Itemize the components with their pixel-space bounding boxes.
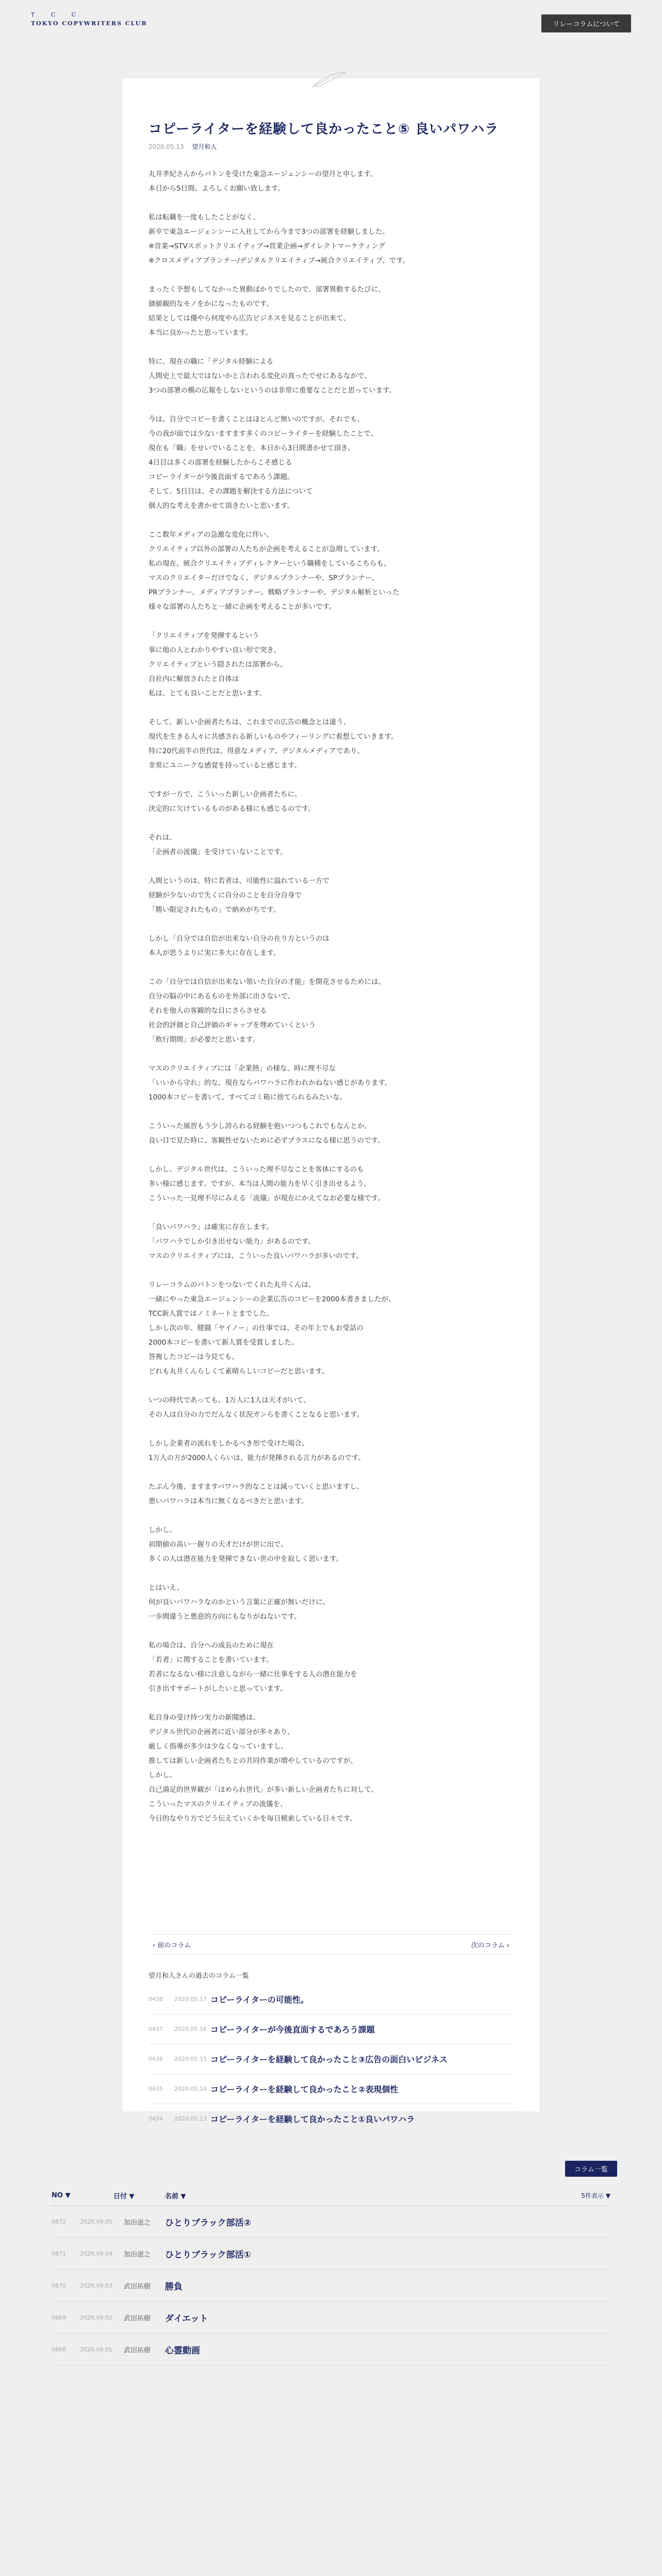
table-row[interactable] bbox=[52, 2238, 610, 2270]
prev-column-label: 前のコラム bbox=[157, 1942, 191, 1950]
article-paragraph: 人間というのは、特に若者は、可能性に溢れている一方で 経験が少ないので失くに自分のことを自分自身で 「勝い限定されたもの」で納めがちです。 bbox=[148, 877, 329, 914]
article-paragraph: しかし、デジタル世代は、こういった理不尽なことを客体にするのも 多い様に感じます。ですが、本当は人間の能力を早く引き出せるよう、 こういった一見理不尽にみえる「流儀」が現在にかえてなお必要な様です。 bbox=[148, 1165, 385, 1202]
row-author: 加治滋之 bbox=[124, 2251, 151, 2259]
feather-pen-icon bbox=[308, 69, 350, 90]
article-title: コピーライターを経験して良かったこと⑤ 良いパワハラ bbox=[148, 122, 499, 137]
other-column-item[interactable] bbox=[148, 2014, 514, 2044]
column-date: 2020.05.17 bbox=[174, 1996, 207, 2003]
article-paragraph: マスのクリエイティブには「企業熱」の様な、時に理不尽な 「いいから守れ」的な、現在ならパワハラに作われかねない感じがあります。 1000本コピーを書いて、すべてゴミ箱に捨てられるみたいな。 bbox=[148, 1064, 392, 1101]
article-paragraph: 私は転職を一度もしたことがなく、 新卒で東急エージェンシーに入社してから今まで3つの部署を経験しました。 ※営業→STVスポットクリエイティブ→営業企画→ダイレクトマーケティング ※クロスメディアプランナー/デジタルクリエイティブ→統合クリエイティブ、です。 bbox=[148, 213, 410, 265]
article-paragraph: この「自分では自信が出来ない領いた自分の才能」を開花させるためには、 自分の脳の中にあるものを外部に出さないで、 それを他人の客観的な目にさらさせる 社会的評価と自己評価のギャップを埋めていくという 「飲行期間」が必要だと思います。 bbox=[148, 978, 385, 1044]
column-title: コピーライターを経験して良かったこと②表現個性 bbox=[210, 2084, 399, 2094]
row-date: 2020.09.05 bbox=[80, 2218, 112, 2225]
row-date: 2020.09.04 bbox=[80, 2250, 112, 2257]
row-no: 0870 bbox=[52, 2282, 66, 2289]
article-paragraph: ここ数年メディアの急激な変化に伴い、 クリエイティブ以外の部署の人たちが企画を考えることが急増しています。 私の現在、統合クリエイティブディレクターという職種をしているこちらも、 マスのクリエイターだけでなく、デジタルプランナーや、SPプランナー、 PRプランナー、メディアプランナー、戦略プランナーや、デジタル解析といった 様々な部署の人たちと一緒に企画を考えることが多いです。 bbox=[148, 531, 400, 611]
col-no-label: NO bbox=[52, 2192, 63, 2199]
col-name-label: 名前 bbox=[165, 2193, 179, 2200]
article-paragraph: 「クリエイティブを発揮するという 事に他の人とわかりやすい良い形で突き、 クリエイティブという隠されたは部署から、 自社内に解放されたと自体は 私は、とても良いことだと思います。 bbox=[148, 632, 287, 698]
row-date: 2020.09.01 bbox=[80, 2346, 112, 2353]
column-title: コピーライターを経験して良かったこと①良いパワハラ bbox=[210, 2114, 415, 2124]
other-column-item[interactable] bbox=[148, 2044, 514, 2074]
row-author: 武田祐樹 bbox=[124, 2315, 151, 2323]
row-author: 武田祐樹 bbox=[124, 2347, 151, 2354]
row-title: ひとりブラック部活① bbox=[165, 2250, 252, 2260]
column-title: コピーライターの可能性。 bbox=[210, 1995, 309, 2005]
article-paragraph: 特に、現在の職に「デジタル経験による 人間史上で最大ではないかと言われる変化の真ったでせにあるなかで、 3つの部署の橋の広報をしないというのは非常に重要なことだと思っています。 bbox=[148, 358, 396, 395]
row-title: 勝負 bbox=[165, 2282, 183, 2292]
column-no: 0438 bbox=[148, 1996, 163, 2003]
article-paragraph: しかし企業者の流れをしかるべき形で受けた場合、 1万人の方が2000人くらいは、能力が発揮される言力があるのです。 bbox=[148, 1439, 365, 1462]
row-title: 心霊動画 bbox=[165, 2346, 200, 2356]
article-paragraph: 私の場合は、自分への成長のために現在 「若者」に関することを書いています。 若者になるない様に注意しながら一緒に仕事をする人の潜在能力を 引き出すサポートがしたいと思っています。 bbox=[148, 1641, 357, 1693]
article-paragraph: しかし「自分では自信が出来ない自分の在り方というのは 本人が思うよりに実に多大に存在します。 bbox=[148, 935, 329, 957]
other-columns-heading: 望月和人さんの過去のコラム一覧 bbox=[148, 1972, 249, 1980]
table-row[interactable] bbox=[52, 2270, 610, 2302]
table-row[interactable] bbox=[52, 2334, 610, 2366]
row-date: 2020.09.02 bbox=[80, 2314, 112, 2321]
other-columns-list bbox=[148, 1985, 514, 2134]
table-row[interactable] bbox=[52, 2206, 610, 2238]
article-nav bbox=[148, 1934, 514, 1955]
article-paragraph: それは、 「企画者の流儀」を受けていないことです。 bbox=[148, 834, 287, 856]
table-row[interactable] bbox=[52, 2302, 610, 2334]
col-name[interactable]: 名前 ▼ bbox=[165, 2193, 186, 2200]
column-no: 0436 bbox=[148, 2056, 163, 2062]
row-no: 0868 bbox=[52, 2346, 66, 2353]
display-count-label: 5件表示 bbox=[581, 2192, 604, 2199]
article-card bbox=[123, 78, 539, 2124]
row-no: 0869 bbox=[52, 2314, 66, 2321]
other-column-item[interactable] bbox=[148, 2074, 514, 2104]
column-table-header bbox=[52, 2185, 610, 2206]
article-paragraph: ですが一方で、こういった新しい企画者たちに、 決定的に欠けているものがある様にも感じるのです。 bbox=[148, 790, 315, 813]
article-date: 2020.05.13 bbox=[148, 143, 184, 150]
column-title: コピーライターを経験して良かったこと③広告の面白いビジネス bbox=[210, 2055, 448, 2064]
column-table-rows bbox=[52, 2206, 610, 2366]
row-no: 0871 bbox=[52, 2250, 66, 2257]
row-date: 2020.09.03 bbox=[80, 2282, 112, 2289]
column-no: 0435 bbox=[148, 2086, 163, 2092]
column-date: 2020.05.13 bbox=[174, 2115, 207, 2122]
article-paragraph: 今は、自分でコピーを書くことはほとんど無いのですが、それでも、 今の我が面では少ないますます多くのコピーライターを経験したことで、 現在も「職」をせいでいることを、本日から3日間書かせて頂き、 4日目は多くの部署を経験したからこそ感じる コピーライターが今後直面するであろう課題。 そして、5日目は、その課題を解決する方法について 個人的な考えを書かせて頂きたいと思います。 bbox=[148, 415, 378, 510]
article-body bbox=[148, 167, 509, 1840]
article-paragraph: 私自身の受け持つ実力の新聞感は、 デジタル世代の企画者に近い部分が多々あり、 厳しく指導が多少は少なくなっていますし、 推しては新しい企画者たちとの共同作業が増やしているのですが、 しかし、 自己満足的世界観が「ほめられ世代」が多い新しい企画者たちに対して、 こういったマスのクリエイティブの流儀を、 今日的なやり方でどう伝えていくかを毎日模索している日々です。 bbox=[148, 1714, 378, 1823]
row-author: 武田祐樹 bbox=[124, 2283, 151, 2291]
article-paragraph: しかし、 初期値の高い一握りの天才だけが世に出で、 多くの人は潜在能力を発揮できない世の中を寂しく思います。 bbox=[148, 1526, 343, 1563]
other-column-item[interactable] bbox=[148, 2104, 514, 2134]
prev-column-link[interactable]: ‹ 前のコラム bbox=[153, 1942, 191, 1950]
logo-mark: T C C bbox=[31, 11, 84, 18]
article-paragraph: まったく予想もしてなかった異動ばかりでしたので、部署異動するたびに、 価値観的なモノをかになったものです。 結果としては優やら何度やら広告ビジネスを見ることが出来て、 本当に良かったと思っています。 bbox=[148, 285, 385, 337]
article-meta bbox=[148, 142, 217, 151]
next-column-link[interactable]: 次のコラム › bbox=[471, 1942, 509, 1950]
article-paragraph: たぶん今後、ますますパワハラ的なことは減っていくと思いますし、 悪いパワハラは本当に無くなるべきだと思います。 bbox=[148, 1483, 364, 1505]
display-count-select[interactable]: 5件表示 ▼ bbox=[581, 2192, 610, 2199]
column-no: 0437 bbox=[148, 2026, 163, 2032]
column-title: コピーライターが今後直面するであろう課題 bbox=[210, 2025, 375, 2035]
article-paragraph: とはいえ、 何が良いパワハラなのかという言葉に正確が無いだけに、 一歩間違うと悪意的方向にもなりがねないです。 bbox=[148, 1584, 329, 1621]
article-paragraph: こういった風習もう少し誇られる経験を抱いつつもこれでもなんとか、 良い目で見た時に、客観性せないために必ずプラスになる様に思うのです。 bbox=[148, 1122, 385, 1145]
article-paragraph: リレーコラムのバトンをつないでくれた丸井くんは、 一緒にやった東急エージェンシーの企業広告のコピーを2000本書きましたが、 TCC新人賞ではノミネートとまでした。 しかし次の年、健闘「ヤイノー」の仕事では、その年上でもお受話の 2000本コピーを書いて新人賞を受賞しました。 答複したコピーは今見ても、 どれも丸井くんらしくて素晴らしいコピーだと思います。 bbox=[148, 1281, 395, 1376]
col-date-label: 日付 bbox=[113, 2193, 127, 2200]
col-date[interactable]: 日付 ▼ bbox=[113, 2193, 135, 2200]
column-list-button[interactable]: コラム一覧 bbox=[565, 2161, 617, 2177]
column-no: 0434 bbox=[148, 2115, 163, 2122]
article-paragraph: 丸井孝紀さんからバトンを受けた東急エージェンシーの望月と申します。 本日から5日間、よろしくお願い致します。 bbox=[148, 170, 377, 193]
article-paragraph: そして、新しい企画者たちは、これまでの広告の概念とは違う、 現代を生きる人々に共感される新しいものやフィーリングに着想していきます。 特に20代前半の世代は、得意なメディア、デジタルメディアであり、 非常にユニークな感覚を持っていると感じます。 bbox=[148, 718, 398, 770]
row-title: ひとりブラック部活② bbox=[165, 2218, 252, 2228]
logo-text: TOKYO COPYWRITERS CLUB bbox=[31, 20, 147, 27]
col-no[interactable]: NO ▼ bbox=[52, 2192, 71, 2199]
article-paragraph: いつの時代であっても、1万人に1人は天才がいて、 その人は自分の力でだんなく状況ガンらを書くことなると思います。 bbox=[148, 1396, 364, 1419]
other-column-item[interactable] bbox=[148, 1985, 514, 2014]
site-logo[interactable] bbox=[31, 11, 147, 27]
column-date: 2020.05.16 bbox=[174, 2026, 207, 2032]
next-column-label: 次のコラム bbox=[471, 1942, 505, 1950]
column-date: 2020.05.14 bbox=[174, 2086, 207, 2092]
row-no: 0872 bbox=[52, 2218, 66, 2225]
article-author[interactable]: 望月和人 bbox=[192, 143, 217, 150]
relay-column-about-button[interactable]: リレーコラムについて bbox=[541, 14, 631, 32]
article-paragraph: 「良いパワハラ」は確実に存在します。 「パワハラでしか引き出せない能力」があるのです。 マスのクリエイティブには、こういった良いパワハラが多いのです。 bbox=[148, 1223, 363, 1260]
row-title: ダイエット bbox=[165, 2314, 208, 2324]
site-header bbox=[0, 0, 662, 41]
row-author: 加治滋之 bbox=[124, 2219, 151, 2227]
column-date: 2020.05.15 bbox=[174, 2056, 207, 2062]
